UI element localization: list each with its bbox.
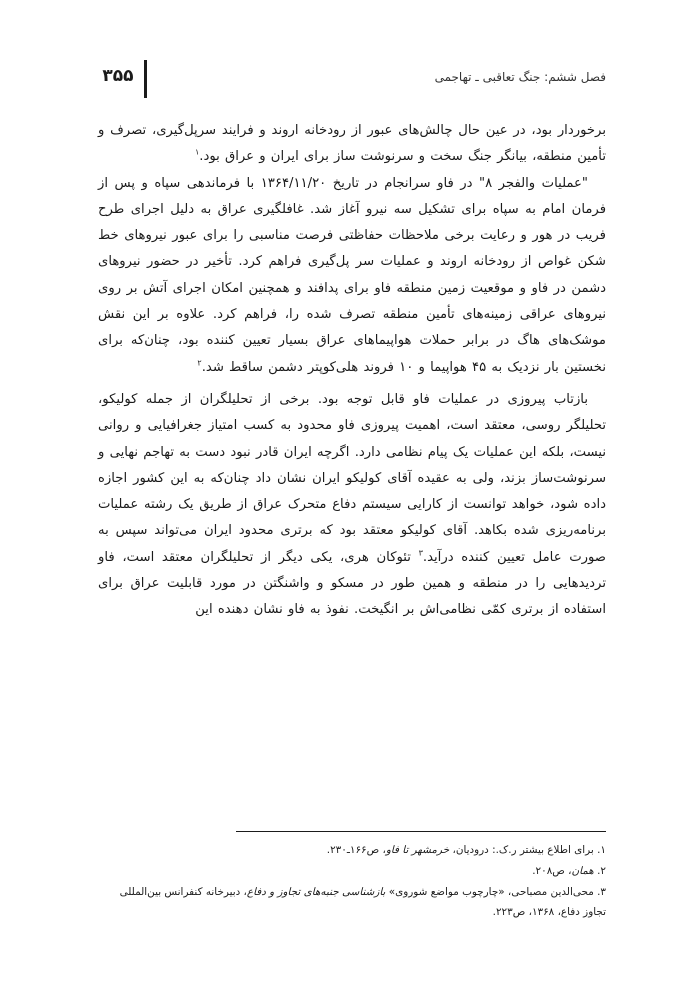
paragraph-3	[98, 387, 606, 624]
paragraph-text-continued: تئوکان هری، یکی دیگر از تحلیلگران معتقد است، فاو تردیدهایی را در منطقه و همین طور در مسکو و واشنگتن در مورد قابلیت عراق برای استفاده از برتری کمّی نظامی‌اش بر انگیخت. نفوذ به فاو نشان دهنده این	[98, 549, 606, 618]
footnote-title: بازشناسی جنبه‌های تجاوز و دفاع	[246, 885, 386, 898]
running-header	[96, 60, 606, 100]
footnotes	[98, 840, 606, 923]
body-text	[98, 118, 606, 624]
footnote-text: ۱. برای اطلاع بیشتر ر.ک.: درودیان،	[449, 844, 606, 856]
footnote-text: ۳. محی‌الدین مصباحی، «چارچوب مواضع شوروی»	[385, 885, 606, 898]
paragraph-2	[98, 171, 606, 381]
header-divider	[144, 60, 147, 98]
chapter-title: فصل ششم: جنگ تعاقبی ـ تهاجمی	[434, 70, 606, 84]
paragraph-text: برخوردار بود، در عین حال چالش‌های عبور از رودخانه اروند و فرایند سرپل‌گیری، تصرف و تأمین منطقه، بیانگر جنگ سخت و سرنوشت ساز برای ایران و عراق بود.	[98, 123, 606, 165]
footnote-text: ، ص۲۰۸.	[532, 864, 572, 877]
footnote-text: ، دبیرخانه کنفرانس بین‌المللی تجاوز دفاع، ۱۳۶۸، ص۲۲۳.	[119, 885, 606, 919]
paragraph-text: بازتاب پیروزی در عملیات فاو قابل توجه بود. برخی از تحلیلگران از جمله کولیکو، تحلیلگر روسی، معتقد است، اهمیت پیروزی فاو محدود به کسب امتیاز جغرافیایی و روانی نیست، بلکه این عملیات یک پیام نظامی دارد. اگرچه ایران قادر نبود دست به تهاجم نهایی و سرنوشت‌ساز بزند، ولی به عقیده آقای کولیکو ایران نشان داد چنان‌که به این کشور اجازه داده شود، خواهد توانست از کارایی سیستم دفاع متحرک عراق از طریق یک رشته عملیات برنامه‌ریزی شده بکاهد. آقای کولیکو معتقد بود که برتری محدود ایران می‌تواند سپس به صورت عامل تعیین کننده درآید.	[98, 391, 607, 565]
paragraph-1	[98, 118, 606, 171]
footnote-title: همان	[571, 864, 594, 877]
footnote-1	[98, 840, 606, 861]
footnote-title: خرمشهر تا فاو	[385, 844, 450, 856]
footnote-ref-1: ۱	[194, 147, 200, 157]
footnote-3	[98, 882, 606, 924]
footnote-text: ۲.	[593, 864, 606, 877]
footnote-text: ، ص۱۶۶ـ۲۳۰.	[326, 844, 386, 856]
page-number: ۳۵۵	[102, 66, 134, 86]
footnote-ref-2: ۲	[197, 358, 202, 368]
footnote-separator	[236, 831, 606, 832]
footnote-ref-3: ۳	[418, 548, 423, 558]
paragraph-text: "عملیات والفجر ۸" در فاو سرانجام در تاریخ ۱۳۶۴/۱۱/۲۰ با فرماندهی سپاه و پس از فرمان امام به سپاه برای تشکیل سه نیرو آغاز شد. غافلگیری عراق به دلیل اجرای طرح فریب در هور و رعایت برخی ملاحظات حفاظتی فرصت مناسبی را برای عبور نیروهای خط شکن غواص از رودخانه اروند و عملیات سر پل‌گیری فراهم کرد. تأخیر در حضور نیروهای دشمن در فاو و موقعیت زمین منطقه فاو برای پدافند و همچنین امکان اجرای آتش بر روی نیروهای عراقی زمینه‌های تأمین منطقه تصرف شده را، فراهم کرد. علاوه بر این نقش موشک‌های هاگ در برابر حملات هواپیماهای عراق بسیار تعیین کننده بود، چنان‌که برای نخستین بار نزدیک به ۴۵ هواپیما و ۱۰ فروند هلی‌کوپتر دشمن ساقط شد.	[98, 175, 606, 375]
footnote-2	[98, 861, 606, 882]
